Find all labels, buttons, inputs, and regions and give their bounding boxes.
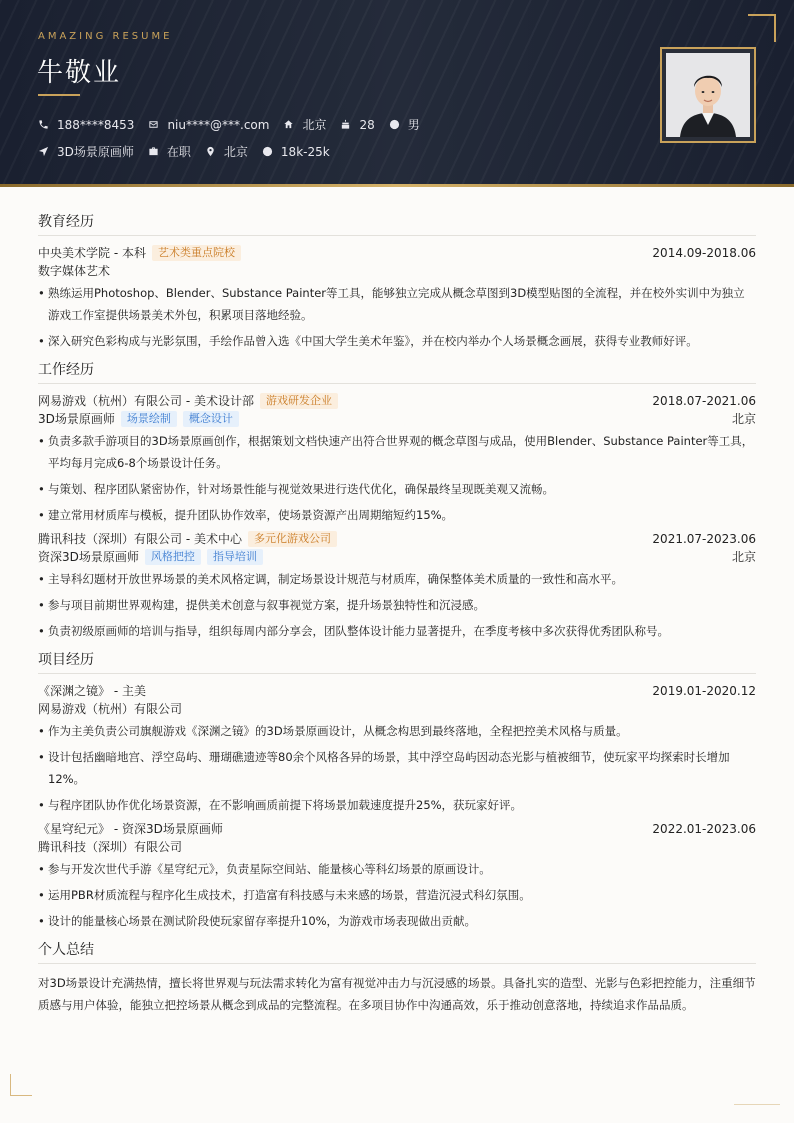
project-company: 腾讯科技（深圳）有限公司 [38,840,183,854]
project-header [38,682,756,700]
age-text: 28 [359,117,375,132]
send-icon [38,146,49,157]
projects-section [38,650,756,932]
company-tag: 多元化游戏公司 [248,531,337,547]
section-title: 项目经历 [38,650,756,674]
phone-item [38,118,134,132]
list-item: • 与策划、程序团队紧密协作，针对场景性能与视觉效果进行迭代优化，确保最终呈现既美观又流畅。 [38,478,756,500]
education-date: 2014.09-2018.06 [652,246,756,260]
target-role-text: 3D场景原画师 [57,145,134,159]
home-icon [283,119,294,130]
list-item: • 设计的能量核心场景在测试阶段使玩家留存率提升10%，为游戏市场表现做出贡献。 [38,910,756,932]
education-bullets [38,282,756,352]
job-header [38,530,756,548]
cake-icon [340,119,351,130]
project-bullets [38,720,756,816]
gender-item [389,116,420,133]
email-text: niu****@***.com [167,117,270,132]
major-row [38,262,756,280]
job-city: 北京 [731,550,756,564]
job-bullets [38,430,756,526]
section-title: 个人总结 [38,940,756,964]
list-item: • 作为主美负责公司旗舰游戏《深渊之镜》的3D场景原画设计，从概念构思到最终落地，全程把控美术风格与质量。 [38,720,756,742]
list-item: • 运用PBR材质流程与程序化生成技术，打造富有科技感与未来感的场景，营造沉浸式科幻氛围。 [38,884,756,906]
project-name: 《深渊之镜》 - 主美 [38,684,146,698]
job-header [38,392,756,410]
section-title: 教育经历 [38,212,756,236]
summary-section [38,940,756,1016]
person-icon [389,119,400,130]
major: 数字媒体艺术 [38,264,111,278]
company-tag: 游戏研发企业 [260,393,338,409]
candidate-name: 牛敬业 [37,58,122,88]
company-name: 腾讯科技（深圳）有限公司 - 美术中心 [38,532,242,546]
job-role-row [38,548,756,566]
list-item: • 熟练运用Photoshop、Blender、Substance Painter等工具，能够独立完成从概念草图到3D模型贴图的全流程，并在校外实训中为独立游戏工作室提供场景美术外包，积累项目落地经验。 [38,282,756,326]
name-underline [38,94,80,96]
profile-photo-frame [660,47,756,143]
project-bullets [38,858,756,932]
list-item: • 深入研究色彩构成与光影氛围，手绘作品曾入选《中国大学生美术年鉴》，并在校内举办个人场景概念画展，获得专业教师好评。 [38,330,756,352]
header-banner [0,0,794,184]
corner-ornament [10,1074,32,1096]
list-item: • 参与开发次世代手游《星穹纪元》，负责星际空间站、能量核心等科幻场景的原画设计。 [38,858,756,880]
list-item: • 设计包括幽暗地宫、浮空岛屿、珊瑚礁遗迹等80余个风格各异的场景，其中浮空岛屿因动态光影与植被细节，使玩家平均探索时长增加12%。 [38,746,756,790]
age-item [340,118,374,132]
school-name: 中央美术学院 - 本科 [38,246,146,260]
target-city-item [205,143,248,160]
skill-tag: 指导培训 [207,549,263,565]
target-role-item [38,143,134,160]
target-city-text: 北京 [223,145,248,159]
footer-divider [734,1104,780,1105]
project-header [38,820,756,838]
avatar-portrait [666,53,750,137]
list-item: • 负责多款手游项目的3D场景原画创作，根据策划文档快速产出符合世界观的概念草图与成品，使用Blender、Substance Painter等工具，平均每月完成6-8个场景设计任务。 [38,430,756,474]
email-item [148,118,269,132]
money-icon [262,146,273,157]
job-city: 北京 [731,412,756,426]
list-item: • 主导科幻题材开放世界场景的美术风格定调，制定场景设计规范与材质库，确保整体美术质量的一致性和高水平。 [38,568,756,590]
project-company-row [38,838,756,856]
phone-text: 188****8453 [57,117,135,132]
corner-ornament [748,14,776,42]
school-tag: 艺术类重点院校 [152,245,241,261]
project-company: 网易游戏（杭州）有限公司 [38,702,183,716]
profile-photo [666,53,750,137]
header-divider [0,184,794,187]
project-name: 《星穹纪元》 - 资深3D场景原画师 [38,822,223,836]
resume-body [38,204,756,1016]
city-text: 北京 [302,118,327,132]
project-company-row [38,700,756,718]
work-section [38,360,756,642]
status-item [148,143,191,160]
project-date: 2019.01-2020.12 [652,684,756,698]
contact-row [38,116,434,133]
education-header [38,244,756,262]
skill-tag: 风格把控 [145,549,201,565]
list-item: • 建立常用材质库与模板，提升团队协作效率，使场景资源产出周期缩短约15%。 [38,504,756,526]
job-role-row [38,410,756,428]
list-item: • 与程序团队协作优化场景资源，在不影响画质前提下将场景加载速度提升25%，获玩家好评。 [38,794,756,816]
job-bullets [38,568,756,642]
job-date: 2018.07-2021.06 [652,394,756,408]
location-pin-icon [205,146,216,157]
job-role: 资深3D场景原画师 [38,550,139,564]
job-role: 3D场景原画师 [38,412,115,426]
education-section [38,212,756,352]
job-date: 2021.07-2023.06 [652,532,756,546]
tagline: AMAZING RESUME [38,31,173,42]
salary-item [262,145,330,159]
skill-tag: 概念设计 [183,411,239,427]
city-item [283,116,326,133]
status-text: 在职 [166,145,191,159]
phone-icon [38,119,49,130]
section-title: 工作经历 [38,360,756,384]
job-intent-row [38,143,344,160]
summary-text: 对3D场景设计充满热情，擅长将世界观与玩法需求转化为富有视觉冲击力与沉浸感的场景。具备扎实的造型、光影与色彩把控能力，注重细节质感与用户体验，能独立把控场景从概念到成品的完整流程。在多项目协作中沟通高效，乐于推动创意落地，持续追求作品品质。 [38,976,756,1012]
company-name: 网易游戏（杭州）有限公司 - 美术设计部 [38,394,254,408]
mail-icon [148,119,159,130]
skill-tag: 场景绘制 [121,411,177,427]
briefcase-icon [148,146,159,157]
gender-text: 男 [407,118,420,132]
list-item: • 参与项目前期世界观构建，提供美术创意与叙事视觉方案，提升场景独特性和沉浸感。 [38,594,756,616]
salary-text: 18k-25k [280,144,330,159]
list-item: • 负责初级原画师的培训与指导，组织每周内部分享会，团队整体设计能力显著提升，在季度考核中多次获得优秀团队称号。 [38,620,756,642]
project-date: 2022.01-2023.06 [652,822,756,836]
